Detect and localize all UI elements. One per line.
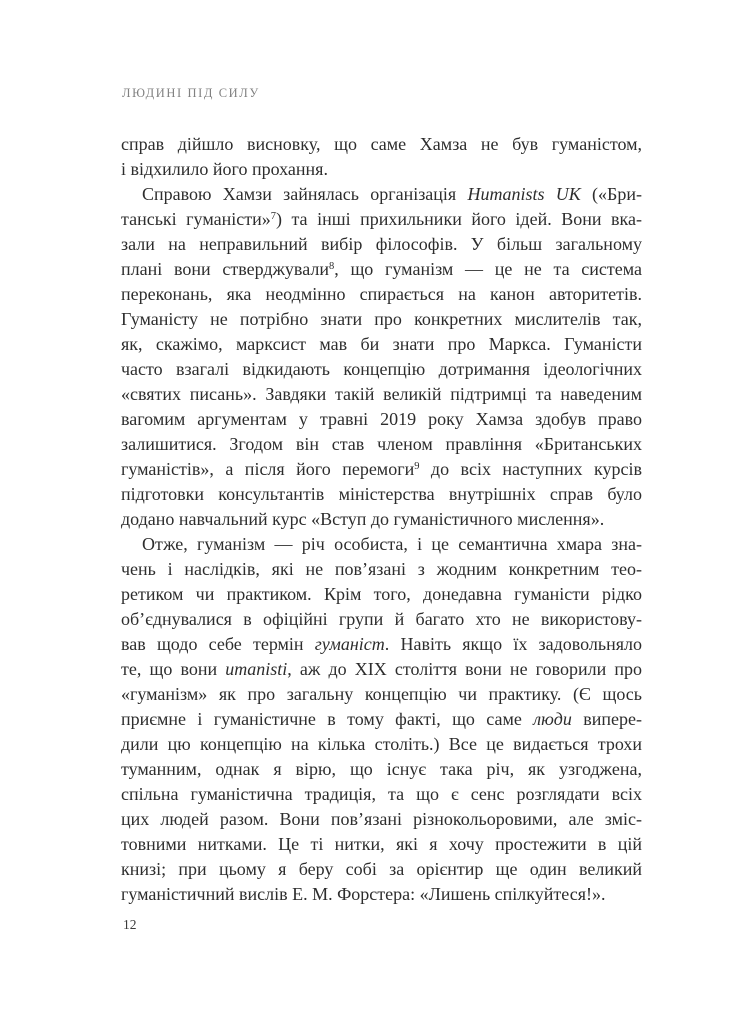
text-line: [121, 257, 642, 282]
italic-text: umanisti: [225, 659, 288, 679]
text-segment: гуманістичний вислів Е. М. Форстера: «Лишень спілкуйтеся!».: [121, 884, 606, 904]
text-line: [121, 607, 642, 632]
text-line: [121, 732, 642, 757]
text-line: [121, 232, 642, 257]
footnote-marker: 7: [270, 211, 276, 222]
text-segment: залишитися. Згодом він став членом правління «Британських: [121, 434, 642, 454]
text-line: [121, 532, 642, 557]
text-segment: те, що вони: [121, 659, 226, 679]
text-segment: додано навчальний курс «Вступ до гуманістичного мислення».: [121, 509, 605, 529]
running-head: ЛЮДИНІ ПІД СИЛУ: [122, 86, 260, 100]
text-line: [121, 707, 642, 732]
text-line: [121, 757, 642, 782]
footnote-marker: 8: [328, 261, 335, 272]
text-line: [121, 182, 642, 207]
text-line: [121, 832, 642, 857]
text-line: [121, 382, 642, 407]
text-line: [121, 332, 642, 357]
text-line: [121, 582, 642, 607]
text-segment: ретиком чи практиком. Крім того, донедавна гуманісти рідко: [121, 584, 642, 604]
text-line: [121, 482, 642, 507]
text-segment: Справою Хамзи зайнялась організація: [142, 184, 468, 204]
text-segment: Гуманісту не потрібно знати про конкретних мислителів так,: [121, 309, 642, 329]
text-segment: підготовки консультантів міністерства внутрішніх справ було: [121, 484, 642, 504]
text-segment: чень і наслідків, які не пов’язані з жодним конкретним тео-: [121, 559, 642, 579]
text-line: [121, 282, 642, 307]
text-line: [121, 357, 642, 382]
text-line: [121, 132, 642, 157]
text-segment: «гуманізм» як про загальну концепцію чи практику. (Є щось: [121, 684, 642, 704]
text-segment: , що гуманізм — це не та система: [334, 259, 643, 279]
text-line: [121, 307, 642, 332]
text-line: [121, 457, 642, 482]
italic-text: люди: [533, 709, 572, 729]
text-segment: об’єднувалися в офіційні групи й багато хто не використову-: [121, 609, 642, 629]
text-segment: спільна гуманістична традиція, та що є сенс розглядати всіх: [121, 784, 642, 804]
text-segment: танські гуманісти»: [121, 209, 271, 229]
text-line: [121, 657, 642, 682]
text-segment: гуманістів», а після його перемоги: [121, 459, 415, 479]
text-segment: зали на неправильний вибір філософів. У більш загальному: [121, 234, 642, 254]
text-segment: дили цю концепцію на кілька століть.) Все це видається трохи: [121, 734, 642, 754]
text-segment: цих людей разом. Вони пов’язані різнокольоровими, але зміс-: [121, 809, 642, 829]
text-line: [121, 507, 642, 532]
text-line: [121, 557, 642, 582]
text-segment: туманним, однак я вірю, що існує така річ, як узгоджена,: [121, 759, 642, 779]
text-segment: . Навіть якщо їх задовольняло: [384, 634, 643, 654]
page-number: 12: [123, 917, 137, 932]
text-line: [121, 807, 642, 832]
text-segment: («Бри-: [580, 184, 643, 204]
text-segment: до всіх наступних курсів: [419, 459, 642, 479]
text-segment: плані вони стверджували: [121, 259, 329, 279]
italic-text: Humanists UK: [467, 184, 581, 204]
text-segment: часто взагалі відкидають концепцію дотримання ідеологічних: [121, 359, 642, 379]
text-segment: вав щодо себе термін: [121, 634, 315, 654]
text-segment: ) та інші прихильники його ідей. Вони вка-: [275, 209, 642, 229]
body-text: [121, 132, 642, 907]
footnote-marker: 9: [414, 461, 420, 472]
text-segment: і відхилило його прохання.: [121, 159, 328, 179]
text-segment: вагомим аргументам у травні 2019 року Хамза здобув право: [121, 409, 642, 429]
text-line: [121, 882, 642, 907]
text-segment: , аж до XIX століття вони не говорили про: [287, 659, 643, 679]
text-segment: товними нитками. Це ті нитки, які я хочу простежити в цій: [121, 834, 642, 854]
text-line: [121, 407, 642, 432]
text-line: [121, 207, 642, 232]
text-line: [121, 857, 642, 882]
text-segment: випере-: [571, 709, 642, 729]
text-segment: книзі; при цьому я беру собі за орієнтир ще один великий: [121, 859, 642, 879]
text-line: [121, 682, 642, 707]
text-line: [121, 632, 642, 657]
text-line: [121, 157, 642, 182]
text-segment: Отже, гуманізм — річ особиста, і це семантична хмара зна-: [142, 534, 642, 554]
text-segment: приємне і гуманістичне в тому факті, що саме: [121, 709, 534, 729]
text-segment: як, скажімо, марксист мав би знати про Маркса. Гуманісти: [121, 334, 642, 354]
italic-text: гуманіст: [314, 634, 385, 654]
text-line: [121, 432, 642, 457]
text-segment: «святих писань». Завдяки такій великій підтримці та наведеним: [121, 384, 642, 404]
text-segment: переконань, яка неодмінно спирається на канон авторитетів.: [121, 284, 642, 304]
text-line: [121, 782, 642, 807]
text-segment: справ дійшло висновку, що саме Хамза не був гуманістом,: [121, 134, 642, 154]
